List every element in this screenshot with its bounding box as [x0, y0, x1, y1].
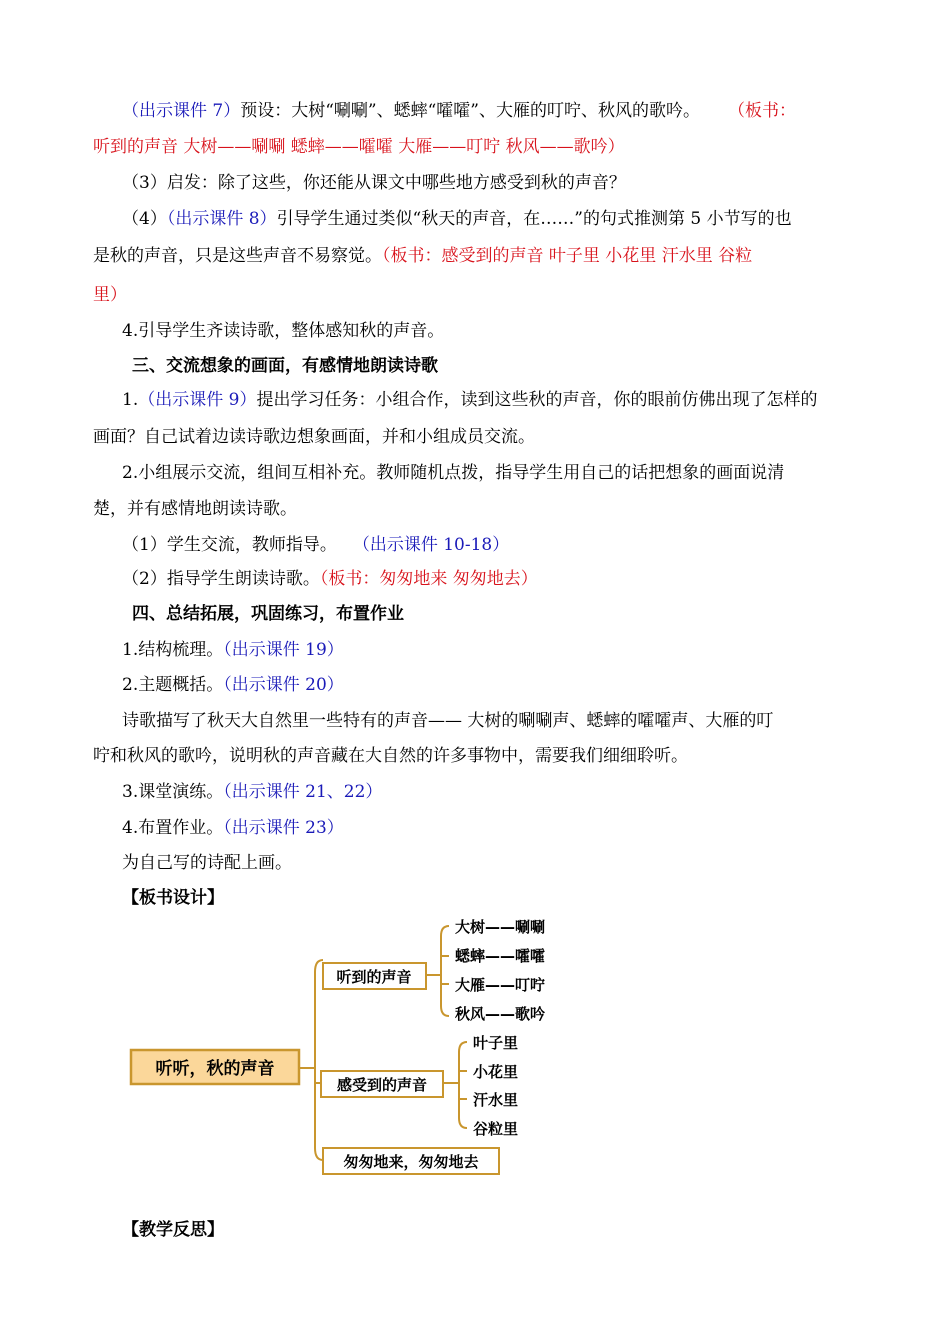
paragraph-line-15: [122, 672, 344, 698]
branch2-item: 小花里: [473, 1063, 519, 1081]
paragraph-line-14: [122, 637, 344, 663]
section-teaching-reflection: 【教学反思】: [122, 1220, 224, 1240]
paragraph-line-10: 2.小组展示交流，组间互相补充。教师随机点拨，指导学生用自己的话把想象的画面说清: [122, 463, 785, 483]
courseware-ref: （出示课件 10-18）: [352, 535, 510, 555]
paragraph-line-9: 画面？自己试着边读诗歌边想象画面，并和小组成员交流。: [93, 427, 535, 447]
paragraph-line-12: [122, 532, 509, 558]
branch2-item: 汗水里: [473, 1091, 519, 1109]
line-text: 2.主题概括。: [122, 675, 224, 695]
branch1-bracket: [441, 926, 449, 1016]
line-text: 是秋的声音，只是这些声音不易察觉。: [93, 246, 382, 266]
paragraph-line-17: 咛和秋风的歌吟，说明秋的声音藏在大自然的许多事物中，需要我们细细聆听。: [93, 746, 688, 766]
courseware-ref: （出示课件 9）: [138, 390, 257, 410]
section-heading-3: 三、交流想象的画面，有感情地朗读诗歌: [132, 356, 438, 376]
branch1-item: 蟋蟀——嚯嚯: [455, 947, 546, 965]
line-prefix: （4）: [122, 209, 167, 229]
line-text: 引导学生通过类似“秋天的声音，在……”的句式推测第 5 小节写的也: [276, 209, 792, 229]
paragraph-line-11: 楚，并有感情地朗读诗歌。: [93, 499, 297, 519]
paragraph-line-20: 为自己写的诗配上画。: [122, 853, 292, 873]
board-note: （板书：感受到的声音 叶子里 小花里 汗水里 谷粒: [382, 246, 753, 266]
paragraph-line-19: [122, 815, 344, 841]
line-text: （2）指导学生朗读诗歌。: [122, 569, 320, 589]
paragraph-line-18: [122, 779, 382, 805]
paragraph-line-7: 4.引导学生齐读诗歌，整体感知秋的声音。: [122, 321, 445, 341]
line-text: 1.结构梳理。: [122, 640, 224, 660]
courseware-ref: （出示课件 7）: [122, 101, 241, 121]
paragraph-line-1: [122, 98, 796, 124]
paragraph-line-16: 诗歌描写了秋天大自然里一些特有的声音—— 大树的唰唰声、蟋蟀的嚯嚯声、大雁的叮: [122, 711, 774, 731]
branch2-bracket: [459, 1042, 467, 1128]
branch2-item: 叶子里: [473, 1034, 519, 1052]
branch1-label: 听到的声音: [336, 968, 412, 986]
branch2-label: 感受到的声音: [336, 1076, 428, 1094]
root-label: 听听，秋的声音: [155, 1059, 275, 1079]
paragraph-line-4: [122, 206, 792, 232]
courseware-ref: （出示课件 19）: [223, 640, 344, 660]
section-heading-4: 四、总结拓展，巩固练习，布置作业: [132, 604, 404, 624]
line-text: 预设：大树“唰唰”、蟋蟀“嚯嚯”、大雁的叮咛、秋风的歌吟。: [240, 101, 700, 121]
branch1-item: 大树——唰唰: [455, 918, 546, 936]
board-note: （板书：: [728, 101, 796, 121]
branch3-label: 匆匆地来，匆匆地去: [343, 1153, 479, 1171]
courseware-ref: （出示课件 20）: [223, 675, 344, 695]
courseware-ref: （出示课件 21、22）: [223, 782, 383, 802]
paragraph-line-13: [122, 566, 538, 592]
courseware-ref: （出示课件 8）: [166, 209, 277, 229]
courseware-ref: （出示课件 23）: [223, 818, 344, 838]
branch1-item: 大雁——叮咛: [455, 976, 546, 994]
paragraph-line-2: 听到的声音 大树——唰唰 蟋蟀——嚯嚯 大雁——叮咛 秋风——歌吟）: [93, 137, 625, 157]
main-bracket: [315, 960, 323, 1160]
paragraph-line-6: 里）: [93, 285, 127, 305]
section-board-design: 【板书设计】: [122, 888, 224, 908]
paragraph-line-8: [122, 387, 817, 413]
branch2-item: 谷粒里: [473, 1120, 519, 1138]
line-prefix: 1.: [122, 390, 139, 410]
line-text: 4.布置作业。: [122, 818, 224, 838]
line-text: 提出学习任务：小组合作，读到这些秋的声音，你的眼前仿佛出现了怎样的: [256, 390, 818, 410]
board-note: （板书：匆匆地来 匆匆地去）: [319, 569, 538, 589]
branch1-item: 秋风——歌吟: [455, 1005, 546, 1023]
paragraph-line-3: （3）启发：除了这些，你还能从课文中哪些地方感受到秋的声音？: [122, 173, 626, 193]
paragraph-line-5: [93, 243, 752, 269]
line-text: 3.课堂演练。: [122, 782, 224, 802]
line-text: （1）学生交流，教师指导。: [122, 535, 337, 555]
board-design-diagram: [125, 908, 585, 1183]
